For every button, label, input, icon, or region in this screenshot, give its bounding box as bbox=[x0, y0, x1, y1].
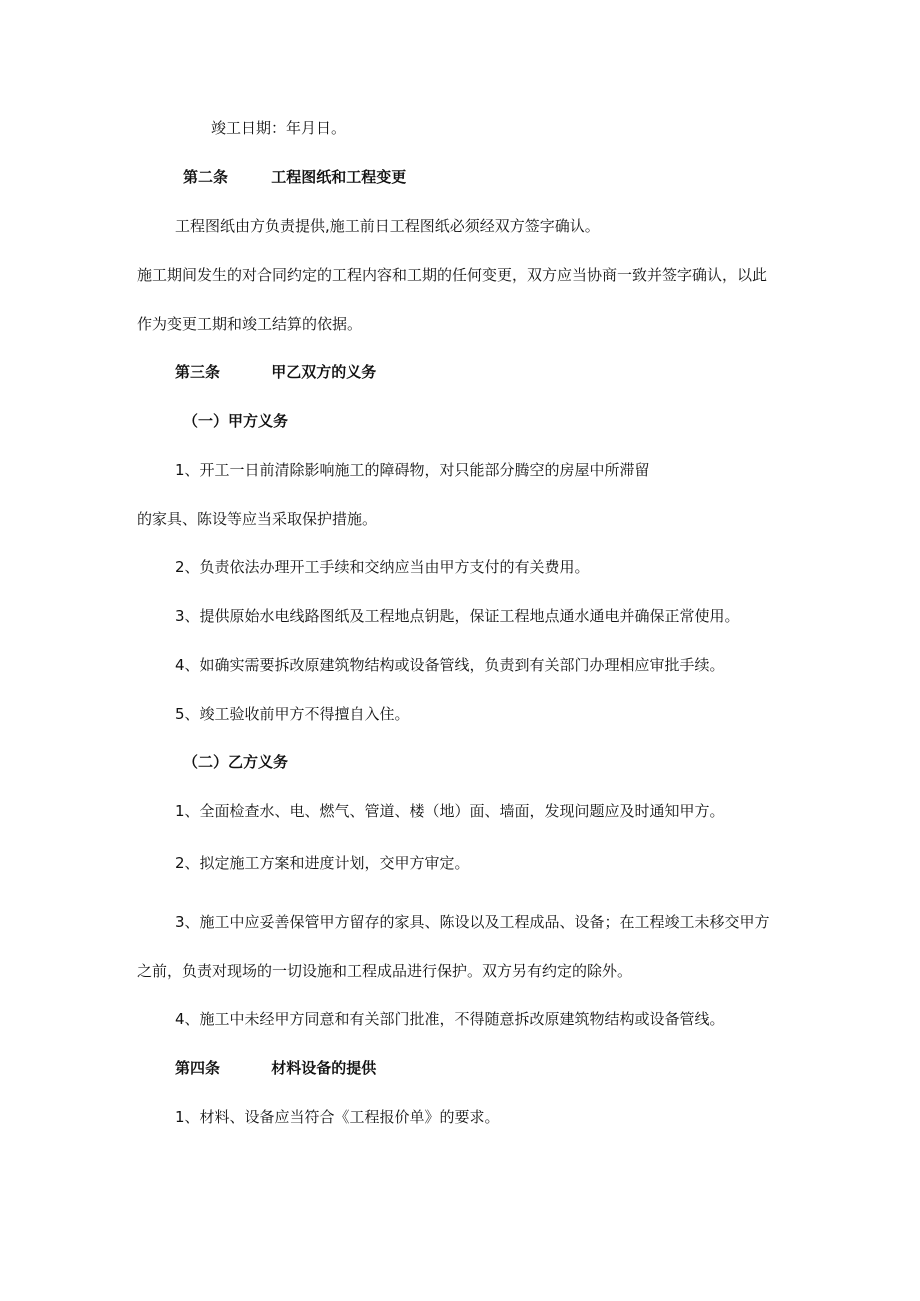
party-b-item-1: 1、全面检查水、电、燃气、管道、楼（地）面、墙面，发现问题应及时通知甲方。 bbox=[175, 802, 725, 820]
article-2-heading bbox=[183, 167, 406, 187]
article-3-title: 甲乙双方的义务 bbox=[271, 363, 377, 381]
article-2-paragraph-1: 工程图纸由方负责提供,施工前日工程图纸必须经双方签字确认。 bbox=[175, 217, 600, 235]
party-a-item-5: 5、竣工验收前甲方不得擅自入住。 bbox=[175, 705, 410, 723]
article-3-number: 第三条 bbox=[175, 363, 221, 381]
party-a-item-3: 3、提供原始水电线路图纸及工程地点钥匙，保证工程地点通水通电并确保正常使用。 bbox=[175, 607, 740, 625]
article-2-title: 工程图纸和工程变更 bbox=[271, 168, 407, 186]
party-a-heading: （一）甲方义务 bbox=[183, 412, 289, 430]
party-b-item-2: 2、拟定施工方案和进度计划，交甲方审定。 bbox=[175, 854, 470, 872]
party-b-item-4: 4、施工中未经甲方同意和有关部门批准，不得随意拆改原建筑物结构或设备管线。 bbox=[175, 1010, 725, 1028]
party-a-item-1-line-1: 1、开工一日前清除影响施工的障碍物，对只能部分腾空的房屋中所滞留 bbox=[175, 461, 650, 479]
party-b-heading: （二）乙方义务 bbox=[183, 753, 289, 771]
article-4-number: 第四条 bbox=[175, 1059, 221, 1077]
party-a-item-4: 4、如确实需要拆改原建筑物结构或设备管线，负责到有关部门办理相应审批手续。 bbox=[175, 656, 725, 674]
article-2-number: 第二条 bbox=[183, 168, 229, 186]
article-4-title: 材料设备的提供 bbox=[271, 1059, 377, 1077]
party-b-item-3-line-2: 之前，负责对现场的一切设施和工程成品进行保护。双方另有约定的除外。 bbox=[137, 962, 633, 980]
article-2-paragraph-2-line-1: 施工期间发生的对合同约定的工程内容和工期的任何变更，双方应当协商一致并签字确认，以此 bbox=[137, 266, 768, 284]
party-a-item-2: 2、负责依法办理开工手续和交纳应当由甲方支付的有关费用。 bbox=[175, 558, 590, 576]
article-2-paragraph-2-line-2: 作为变更工期和竣工结算的依据。 bbox=[137, 315, 363, 333]
party-b-item-3-line-1: 3、施工中应妥善保管甲方留存的家具、陈设以及工程成品、设备；在工程竣工未移交甲方 bbox=[175, 913, 770, 931]
completion-date-line: 竣工日期：年月日。 bbox=[211, 119, 347, 137]
article-4-heading bbox=[175, 1058, 376, 1078]
article-3-heading bbox=[175, 362, 376, 382]
article-4-item-1: 1、材料、设备应当符合《工程报价单》的要求。 bbox=[175, 1108, 500, 1126]
party-a-item-1-line-2: 的家具、陈设等应当采取保护措施。 bbox=[137, 510, 378, 528]
